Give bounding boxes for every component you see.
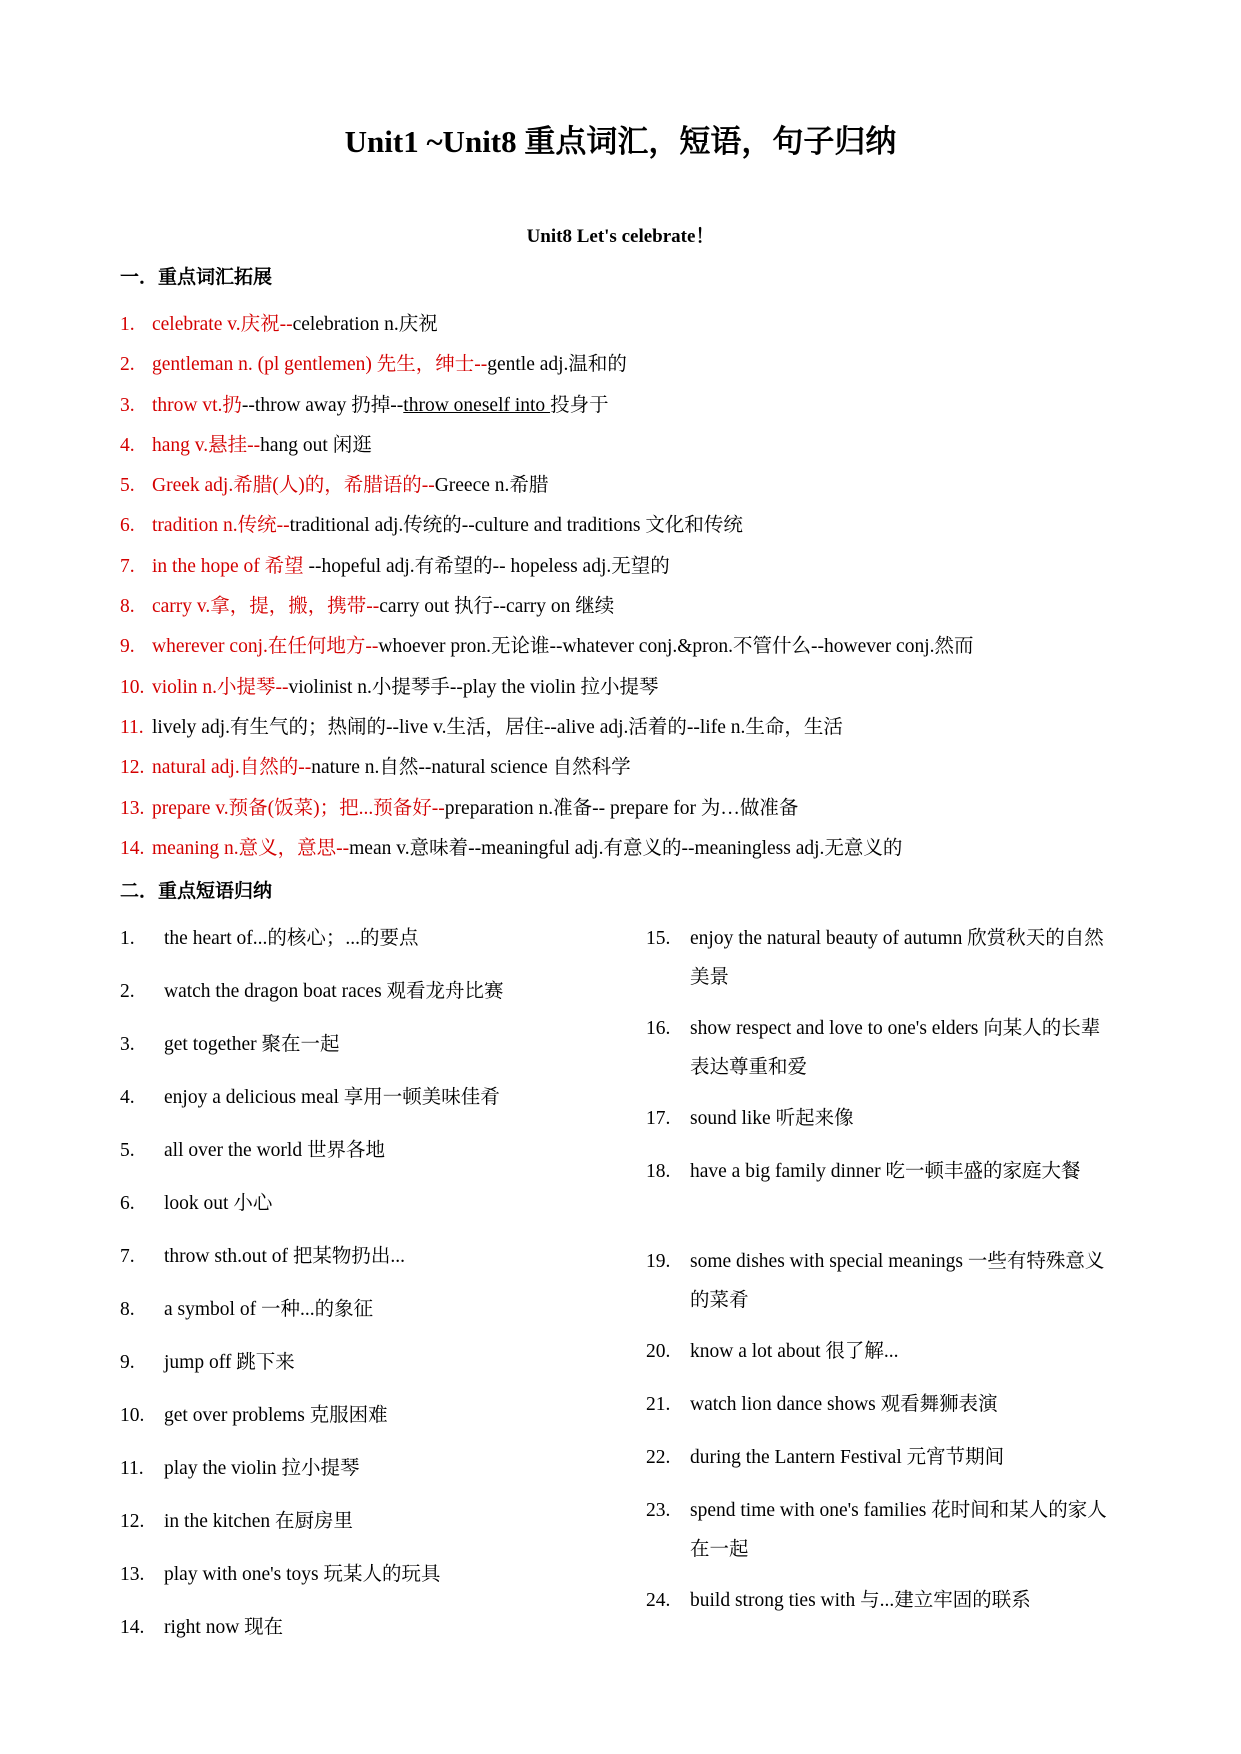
phrase-text: jump off 跳下来 — [164, 1352, 295, 1373]
phrase-text: the heart of...的核心；...的要点 — [164, 928, 419, 949]
vocab-related: nature n.自然--natural science 自然科学 — [311, 757, 631, 779]
phrase-text: get together 聚在一起 — [164, 1034, 340, 1055]
vocabulary-list — [120, 305, 1130, 869]
vocab-related: carry out 执行--carry on 继续 — [379, 596, 615, 618]
phrase-text: play the violin 拉小提琴 — [164, 1458, 360, 1479]
phrase-item — [120, 1555, 600, 1608]
vocab-related: 投身于 — [550, 394, 609, 416]
phrase-item — [120, 1184, 600, 1237]
phrase-item — [646, 1099, 1116, 1138]
vocab-key-term: meaning n.意义，意思-- — [152, 837, 350, 859]
vocab-number: 13. — [120, 797, 145, 819]
phrase-item — [120, 919, 600, 972]
phrase-item — [646, 919, 1116, 997]
vocab-number: 8. — [120, 596, 135, 618]
phrase-text: in the kitchen 在厨房里 — [164, 1511, 354, 1532]
phrase-item — [646, 1581, 1116, 1620]
vocab-key-term: wherever conj.在任何地方-- — [152, 636, 379, 658]
phrase-number: 13. — [120, 1564, 145, 1585]
phrase-item — [120, 1078, 600, 1131]
phrase-text: look out 小心 — [164, 1193, 273, 1214]
vocab-key-term: carry v.拿，提，搬，携带-- — [152, 596, 380, 618]
vocab-key-term: celebrate v.庆祝-- — [152, 314, 293, 335]
vocab-related: hang out 闲逛 — [260, 434, 372, 456]
vocab-item — [120, 426, 1130, 466]
vocab-related: preparation n.准备-- prepare for 为…做准备 — [444, 797, 799, 819]
vocab-related: celebration n.庆祝 — [292, 314, 438, 335]
vocab-number: 12. — [120, 757, 145, 779]
vocab-number: 5. — [120, 475, 135, 497]
phrase-item — [120, 1449, 600, 1502]
phrase-number: 14. — [120, 1617, 145, 1638]
vocab-related: Greece n.希腊 — [434, 475, 549, 497]
vocab-number: 1. — [120, 314, 135, 335]
vocab-related: traditional adj.传统的--culture and traditions 文化和传统 — [289, 515, 743, 537]
phrase-item — [646, 1332, 1116, 1371]
vocab-key-term: gentleman n. (pl gentlemen) 先生，绅士-- — [152, 354, 488, 376]
vocab-item — [120, 386, 1130, 426]
phrase-text: show respect and love to one's elders 向某人的长辈表达尊重和爱 — [690, 1018, 1101, 1078]
phrase-item — [120, 1502, 600, 1555]
vocab-number: 2. — [120, 354, 135, 376]
phrase-item — [120, 1608, 600, 1661]
vocab-item — [120, 506, 1130, 546]
section-heading-phrases: 二．重点短语归纳 — [120, 881, 273, 902]
phrase-number: 10. — [120, 1405, 145, 1426]
phrase-number: 3. — [120, 1034, 135, 1055]
phrase-number: 7. — [120, 1246, 135, 1267]
phrase-item — [646, 1491, 1116, 1569]
vocab-key-term: hang v.悬挂-- — [152, 434, 261, 456]
vocab-item — [120, 466, 1130, 506]
vocab-related: mean v.意味着--meaningful adj.有意义的--meaningless adj.无意义的 — [349, 837, 903, 859]
phrase-item — [120, 1025, 600, 1078]
vocab-item — [120, 587, 1130, 627]
vocab-related: violinist n.小提琴手--play the violin 拉小提琴 — [288, 676, 659, 698]
phrase-text: watch the dragon boat races 观看龙舟比赛 — [164, 981, 504, 1002]
phrase-item — [120, 1343, 600, 1396]
vocab-key-term: violin n.小提琴-- — [152, 676, 289, 698]
phrase-number: 24. — [646, 1590, 671, 1611]
vocab-key-term: in the hope of 希望 — [152, 555, 309, 577]
phrase-list-left — [120, 919, 600, 1661]
document-title: Unit1 ~Unit8 重点词汇，短语，句子归纳 — [344, 124, 897, 159]
vocab-item — [120, 627, 1130, 667]
phrase-item — [646, 1242, 1116, 1320]
vocab-item — [120, 305, 1130, 345]
phrase-number: 17. — [646, 1108, 671, 1129]
phrase-item — [646, 1152, 1116, 1230]
phrase-number: 5. — [120, 1140, 135, 1161]
phrase-text: watch lion dance shows 观看舞狮表演 — [690, 1394, 998, 1415]
phrase-text: build strong ties with 与...建立牢固的联系 — [690, 1590, 1031, 1611]
vocab-item — [120, 668, 1130, 708]
phrase-number: 18. — [646, 1161, 671, 1182]
phrase-item — [646, 1385, 1116, 1424]
vocab-key-term: tradition n.传统-- — [152, 515, 290, 537]
section-heading-vocabulary: 一．重点词汇拓展 — [120, 267, 273, 288]
phrase-item — [120, 1131, 600, 1184]
phrase-number: 4. — [120, 1087, 135, 1108]
phrase-text: have a big family dinner 吃一顿丰盛的家庭大餐 — [690, 1161, 1081, 1182]
vocab-key-term: throw vt.扔 — [152, 394, 242, 416]
phrase-text: sound like 听起来像 — [690, 1108, 854, 1129]
vocab-number: 10. — [120, 676, 145, 698]
phrase-text: know a lot about 很了解... — [690, 1341, 899, 1362]
vocab-item — [120, 708, 1130, 748]
phrase-number: 11. — [120, 1458, 144, 1479]
phrase-number: 9. — [120, 1352, 135, 1373]
vocab-key-term: prepare v.预备(饭菜)；把...预备好-- — [152, 797, 445, 819]
vocab-number: 7. — [120, 555, 135, 577]
phrase-number: 8. — [120, 1299, 135, 1320]
vocab-related: whoever pron.无论谁--whatever conj.&pron.不管什么--however conj.然而 — [378, 636, 974, 658]
phrase-number: 22. — [646, 1447, 671, 1468]
phrase-item — [120, 972, 600, 1025]
vocab-related: --hopeful adj.有希望的-- hopeless adj.无望的 — [308, 555, 670, 577]
phrase-text: a symbol of 一种...的象征 — [164, 1299, 374, 1320]
vocab-underlined-phrase: throw oneself into — [403, 394, 551, 416]
vocab-number: 3. — [120, 394, 135, 416]
vocab-number: 4. — [120, 434, 135, 456]
phrase-text: throw sth.out of 把某物扔出... — [164, 1246, 406, 1267]
phrase-number: 20. — [646, 1341, 671, 1362]
vocab-related: --throw away 扔掉-- — [241, 394, 404, 416]
vocab-item — [120, 345, 1130, 385]
vocab-key-term: natural adj.自然的-- — [152, 757, 312, 779]
phrase-text: some dishes with special meanings 一些有特殊意义的菜肴 — [690, 1251, 1105, 1311]
vocab-key-term: Greek adj.希腊(人)的，希腊语的-- — [152, 475, 435, 497]
unit-title: Unit8 Let's celebrate！ — [526, 226, 715, 247]
phrase-text: spend time with one's families 花时间和某人的家人在一起 — [690, 1500, 1107, 1560]
vocab-number: 11. — [120, 716, 144, 738]
phrase-item — [120, 1290, 600, 1343]
phrase-number: 6. — [120, 1193, 135, 1214]
vocab-item — [120, 829, 1130, 869]
phrase-text: get over problems 克服困难 — [164, 1405, 388, 1426]
phrase-text: right now 现在 — [164, 1617, 284, 1638]
phrase-number: 15. — [646, 928, 671, 949]
vocab-related: lively adj.有生气的；热闹的--live v.生活，居住--alive adj.活着的--life n.生命，生活 — [152, 716, 843, 738]
phrase-number: 21. — [646, 1394, 671, 1415]
phrase-text: during the Lantern Festival 元宵节期间 — [690, 1447, 1005, 1468]
vocab-number: 6. — [120, 515, 135, 537]
vocab-item — [120, 547, 1130, 587]
vocab-number: 9. — [120, 636, 135, 658]
phrase-number: 19. — [646, 1251, 671, 1272]
phrase-item — [646, 1009, 1116, 1087]
phrase-item — [120, 1396, 600, 1449]
phrase-text: play with one's toys 玩某人的玩具 — [164, 1564, 441, 1585]
phrase-item — [120, 1237, 600, 1290]
phrase-number: 1. — [120, 928, 135, 949]
phrase-text: enjoy a delicious meal 享用一顿美味佳肴 — [164, 1087, 500, 1108]
vocab-item — [120, 789, 1130, 829]
phrase-number: 2. — [120, 981, 135, 1002]
phrase-list-right — [646, 919, 1116, 1634]
vocab-item — [120, 748, 1130, 788]
phrase-number: 12. — [120, 1511, 145, 1532]
phrase-item — [646, 1438, 1116, 1477]
phrase-text: enjoy the natural beauty of autumn 欣赏秋天的自然美景 — [690, 928, 1104, 988]
phrase-number: 23. — [646, 1500, 671, 1521]
vocab-related: gentle adj.温和的 — [487, 354, 627, 376]
phrase-number: 16. — [646, 1018, 671, 1039]
phrase-text: all over the world 世界各地 — [164, 1140, 385, 1161]
vocab-number: 14. — [120, 837, 145, 859]
